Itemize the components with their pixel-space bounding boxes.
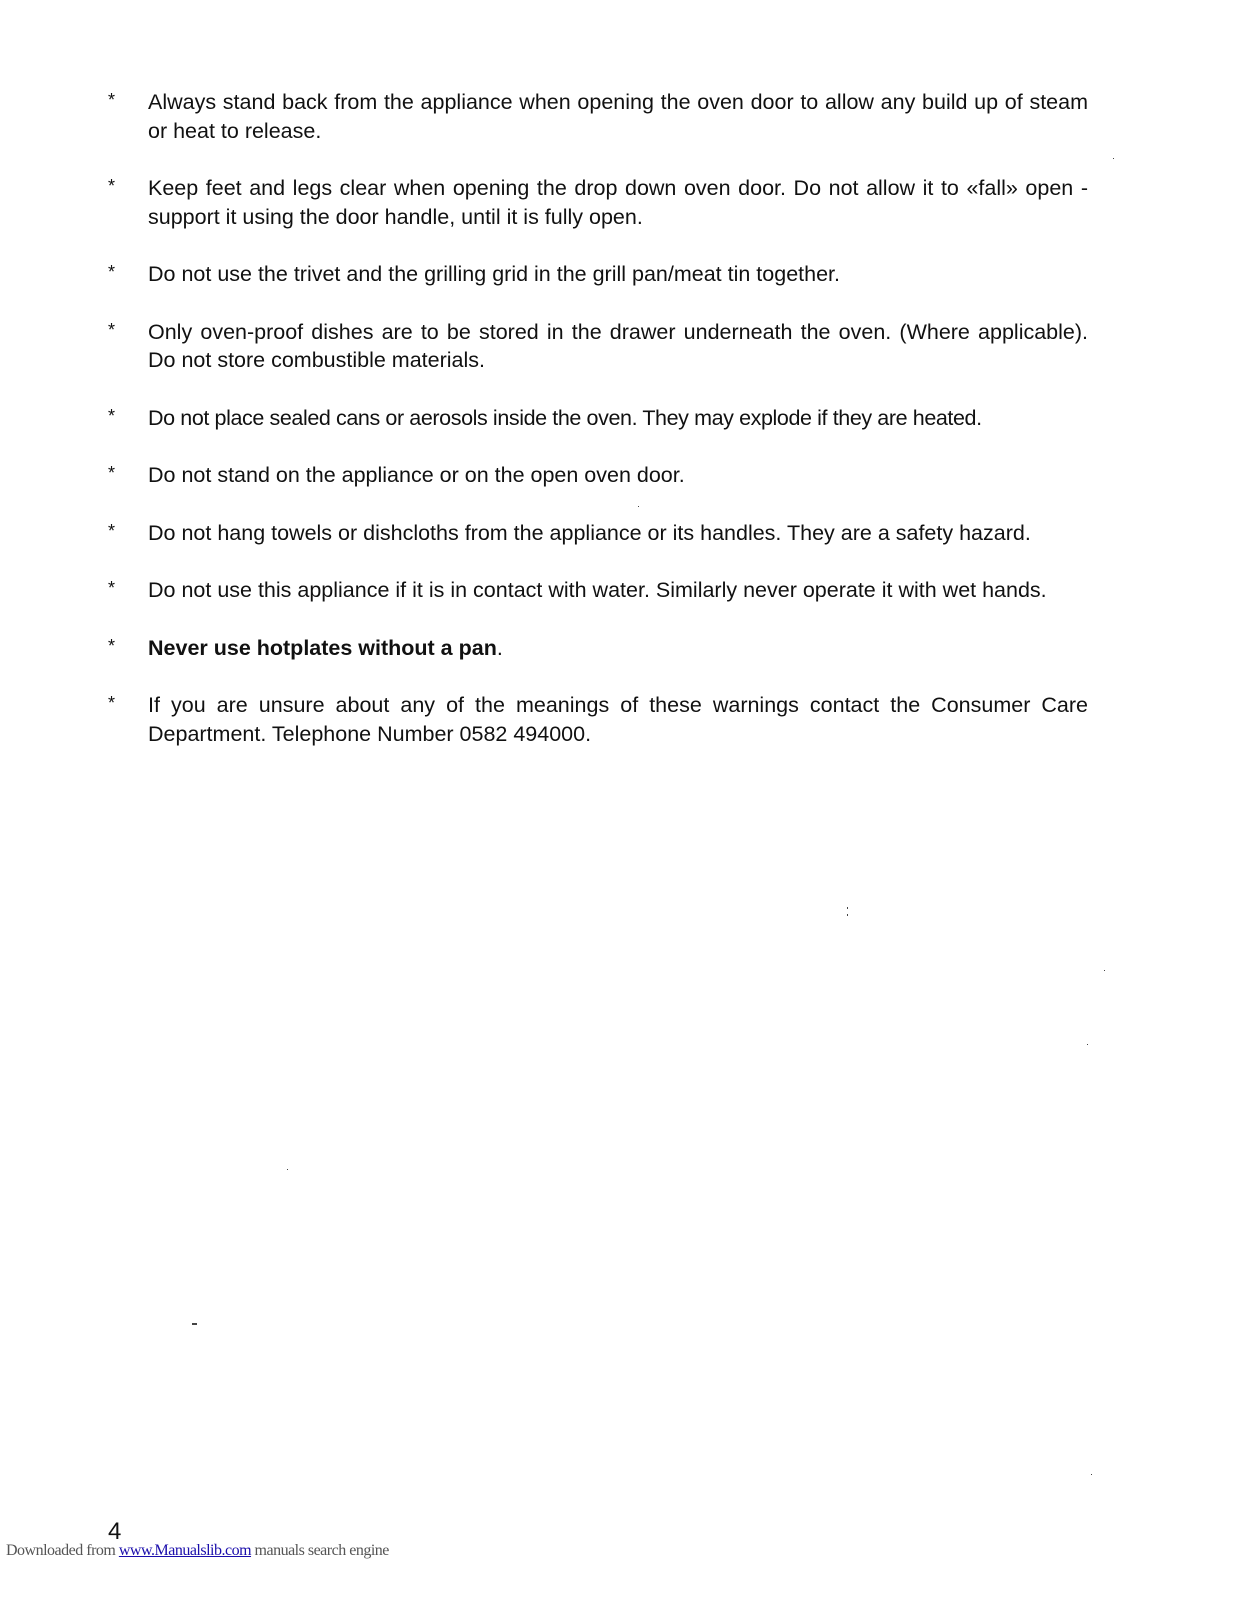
footer-suffix: manuals search engine (251, 1542, 389, 1559)
warning-list (108, 88, 1088, 777)
bullet-asterisk: * (108, 520, 116, 541)
warning-item (108, 318, 1088, 375)
warning-item (108, 260, 1088, 289)
warning-text: Do not place sealed cans or aerosols inside the oven. They may explode if they are heated. (148, 405, 982, 430)
warning-item (108, 576, 1088, 605)
warning-item (108, 88, 1088, 145)
bullet-asterisk: * (108, 90, 116, 110)
warning-bold-text: Never use hotplates without a pan (148, 635, 497, 660)
warning-text: Do not use the trivet and the grilling grid in the grill pan/meat tin together. (148, 262, 840, 286)
warning-text (148, 634, 1088, 663)
warning-text: Do not use this appliance if it is in contact with water. Similarly never operate it with wet hands. (148, 578, 1047, 602)
warning-item (108, 404, 1088, 433)
scan-speck (847, 907, 848, 909)
bullet-asterisk: * (108, 578, 116, 598)
scan-speck (287, 1169, 288, 1170)
scan-speck (847, 914, 848, 916)
bullet-asterisk: * (108, 262, 116, 282)
footer-prefix: Downloaded from (6, 1542, 119, 1559)
bullet-asterisk: * (108, 405, 116, 426)
scan-speck (1091, 1474, 1092, 1475)
bullet-asterisk: * (108, 176, 116, 196)
warning-text: Always stand back from the appliance when opening the oven door to allow any build up of steam or heat to release. (148, 90, 1088, 143)
scan-speck (638, 506, 639, 507)
warning-item (108, 174, 1088, 231)
warning-text: Keep feet and legs clear when opening the drop down oven door. Do not allow it to «fall» open - support it using the door handle, until it is fully open. (148, 176, 1088, 229)
scan-speck (1104, 970, 1105, 971)
bullet-asterisk: * (108, 319, 116, 340)
warning-text: Do not hang towels or dishcloths from the appliance or its handles. They are a safety hazard. (148, 520, 1031, 545)
footer (6, 1542, 389, 1560)
warning-item (108, 461, 1088, 490)
page-number: 4 (108, 1518, 122, 1545)
bullet-asterisk: * (108, 463, 116, 483)
warning-text: Only oven-proof dishes are to be stored in the drawer underneath the oven. (Where applicable). Do not store combustible materials. (148, 319, 1088, 372)
warning-item (108, 691, 1088, 748)
bullet-asterisk: * (108, 693, 116, 713)
warning-text-suffix: . (496, 635, 503, 660)
bullet-asterisk: * (108, 635, 116, 656)
warning-text: If you are unsure about any of the meanings of these warnings contact the Consumer Care Department. Telephone Number 0582 494000. (148, 693, 1088, 746)
scan-speck (1113, 158, 1114, 159)
warning-item (108, 519, 1088, 548)
warning-item (108, 634, 1088, 663)
scan-speck (192, 1323, 197, 1325)
manualslib-link[interactable]: www.Manualslib.com (118, 1542, 252, 1559)
warning-text: Do not stand on the appliance or on the open oven door. (148, 463, 685, 487)
scan-speck (1087, 1044, 1088, 1045)
